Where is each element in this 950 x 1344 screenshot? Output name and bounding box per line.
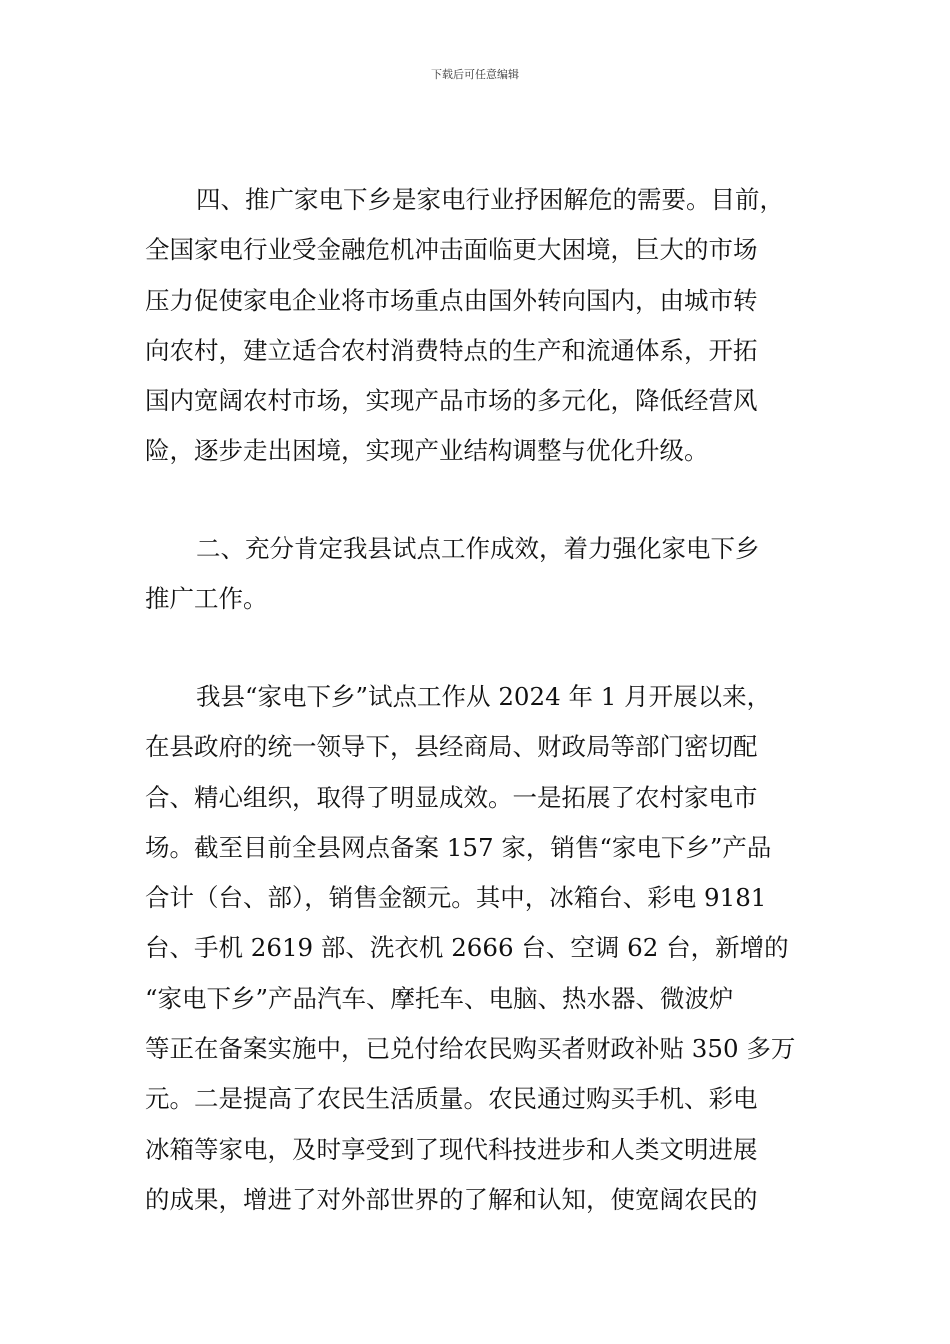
paragraph-line: 四、推广家电下乡是家电行业抒困解危的需要。目前，	[196, 185, 784, 214]
heading-line: 推广工作。	[145, 584, 268, 614]
paragraph-household-appliance-need	[145, 175, 825, 477]
paragraph-line: 在县政府的统一领导下，县经商局、财政局等部门密切配	[145, 732, 758, 762]
paragraph-line: 冰箱等家电，及时享受到了现代科技进步和人类文明进展	[145, 1134, 758, 1164]
paragraph-line: 向农村，建立适合农村消费特点的生产和流通体系，开拓	[145, 335, 758, 365]
paragraph-pilot-results	[145, 672, 825, 1225]
paragraph-line: 等正在备案实施中，已兑付给农民购买者财政补贴 350 多万	[145, 1034, 796, 1064]
paragraph-line: 我县“家电下乡”试点工作从 2024 年 1 月开展以来，	[196, 682, 772, 711]
paragraph-line: 元。二是提高了农民生活质量。农民通过购买手机、彩电	[145, 1084, 758, 1114]
paragraph-line: 合计（台、部），销售金额元。其中，冰箱台、彩电 9181	[145, 883, 767, 913]
paragraph-line: 合、精心组织，取得了明显成效。一是拓展了农村家电市	[145, 782, 758, 812]
heading-line: 二、充分肯定我县试点工作成效，着力强化家电下乡	[196, 534, 760, 563]
section-heading-two	[145, 524, 825, 625]
paragraph-line: 台、手机 2619 部、洗衣机 2666 台、空调 62 台，新增的	[145, 933, 789, 963]
paragraph-line: 的成果，增进了对外部世界的了解和认知，使宽阔农民的	[145, 1184, 758, 1214]
paragraph-line: 全国家电行业受金融危机冲击面临更大困境，巨大的市场	[145, 235, 758, 265]
paragraph-line: 国内宽阔农村市场，实现产品市场的多元化，降低经营风	[145, 386, 758, 416]
page-header: 下载后可任意编辑	[431, 68, 519, 81]
paragraph-line: 压力促使家电企业将市场重点由国外转向国内，由城市转	[145, 285, 758, 315]
paragraph-line: 险，逐步走出困境，实现产业结构调整与优化升级。	[145, 436, 709, 466]
paragraph-line: “家电下乡”产品汽车、摩托车、电脑、热水器、微波炉	[145, 983, 734, 1013]
paragraph-line: 场。截至目前全县网点备案 157 家，销售“家电下乡”产品	[145, 832, 772, 862]
